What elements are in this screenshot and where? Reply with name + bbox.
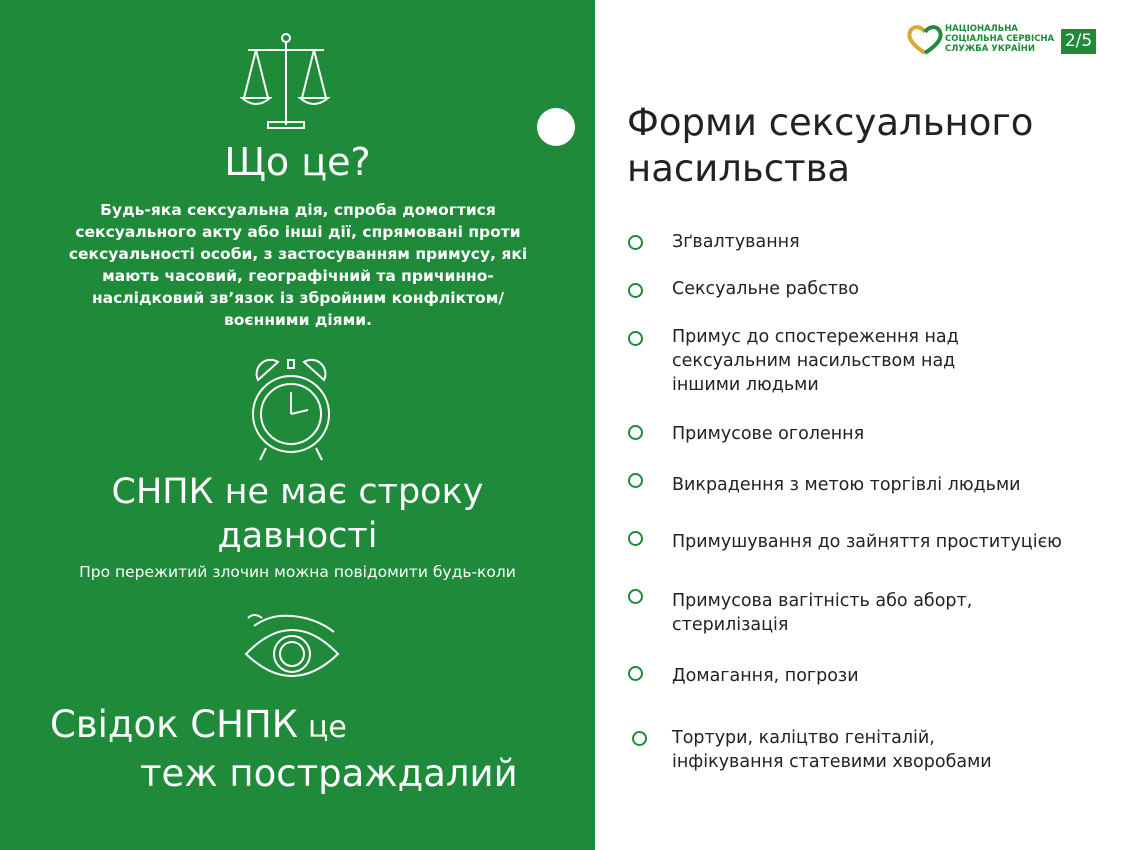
circle-bullet-icon bbox=[628, 473, 643, 488]
definition-line: воєнними діями. bbox=[223, 311, 373, 329]
circle-bullet-icon bbox=[628, 331, 643, 346]
alarm-clock-icon bbox=[248, 352, 334, 464]
witness-small-text: це bbox=[308, 710, 347, 745]
list-item-line: Примус до спостереження над bbox=[672, 327, 959, 347]
scales-icon bbox=[238, 30, 333, 135]
list-item-line: Сексуальне рабство bbox=[672, 279, 859, 299]
list-item-label bbox=[672, 422, 1132, 446]
list-item-line: сексуальним насильством над bbox=[672, 351, 956, 371]
list-item-label bbox=[672, 277, 1132, 301]
logo-line: НАЦІОНАЛЬНА bbox=[945, 24, 1018, 34]
definition-line: Будь-яка сексуальна дія, спроба домогтися bbox=[100, 201, 496, 219]
eye-icon bbox=[240, 612, 344, 684]
limitation-subtitle: Про пережитий злочин можна повідомити будь-коли bbox=[79, 563, 516, 581]
circle-bullet-icon bbox=[628, 425, 643, 440]
circle-bullet-icon bbox=[628, 283, 643, 298]
definition-line: наслідковий зв’язок із збройним конфліктом/ bbox=[91, 289, 505, 307]
definition-line: сексуальності особи, з застосуванням примусу, які bbox=[68, 245, 528, 263]
list-item-label bbox=[672, 230, 1132, 254]
list-item-label bbox=[672, 589, 1132, 637]
page-number-badge: 2/5 bbox=[1061, 29, 1096, 54]
list-item-line: іншими людьми bbox=[672, 375, 819, 395]
forms-title-line: насильства bbox=[627, 147, 851, 190]
definition-line: мають часовий, географічний та причинно- bbox=[102, 267, 494, 285]
list-item-line: стерилізація bbox=[672, 615, 789, 635]
list-item-label bbox=[672, 664, 1132, 688]
list-item-line: Домагання, погрози bbox=[672, 666, 859, 686]
circle-bullet-icon bbox=[632, 731, 647, 746]
list-item-line: Примусова вагітність або аборт, bbox=[672, 591, 973, 611]
definition-line: сексуального акту або інші дії, спрямовані проти bbox=[75, 223, 521, 241]
forms-list bbox=[595, 0, 1146, 850]
list-item-label bbox=[672, 726, 1132, 774]
decorative-dot bbox=[537, 108, 575, 146]
logo-line: СЛУЖБА УКРАЇНИ bbox=[945, 44, 1035, 54]
list-item-line: інфікування статевими хворобами bbox=[672, 752, 992, 772]
list-item-label bbox=[672, 530, 1132, 554]
list-item-line: Примушування до зайняття проституцією bbox=[672, 532, 1062, 552]
list-item-label bbox=[672, 325, 1132, 397]
circle-bullet-icon bbox=[628, 531, 643, 546]
limitation-title-line: давності bbox=[217, 516, 378, 556]
what-definition bbox=[48, 199, 548, 331]
forms-title-line: Форми сексуального bbox=[627, 101, 1034, 144]
logo-line: СОЦІАЛЬНА СЕРВІСНА bbox=[945, 34, 1055, 44]
circle-bullet-icon bbox=[628, 589, 643, 604]
list-item-line: Примусове оголення bbox=[672, 424, 865, 444]
limitation-title-line: СНПК не має строку bbox=[111, 472, 484, 512]
witness-text: Свідок СНПК bbox=[50, 703, 298, 746]
witness-line-1 bbox=[50, 703, 347, 746]
witness-line-2: теж постраждалий bbox=[140, 752, 518, 795]
list-item-line: Тортури, каліцтво геніталій, bbox=[672, 728, 935, 748]
circle-bullet-icon bbox=[628, 666, 643, 681]
list-item-label bbox=[672, 473, 1132, 497]
list-item-line: Зґвалтування bbox=[672, 232, 800, 252]
circle-bullet-icon bbox=[628, 235, 643, 250]
list-item-line: Викрадення з метою торгівлі людьми bbox=[672, 475, 1021, 495]
what-title: Що це? bbox=[224, 140, 371, 184]
limitation-title bbox=[0, 470, 595, 558]
